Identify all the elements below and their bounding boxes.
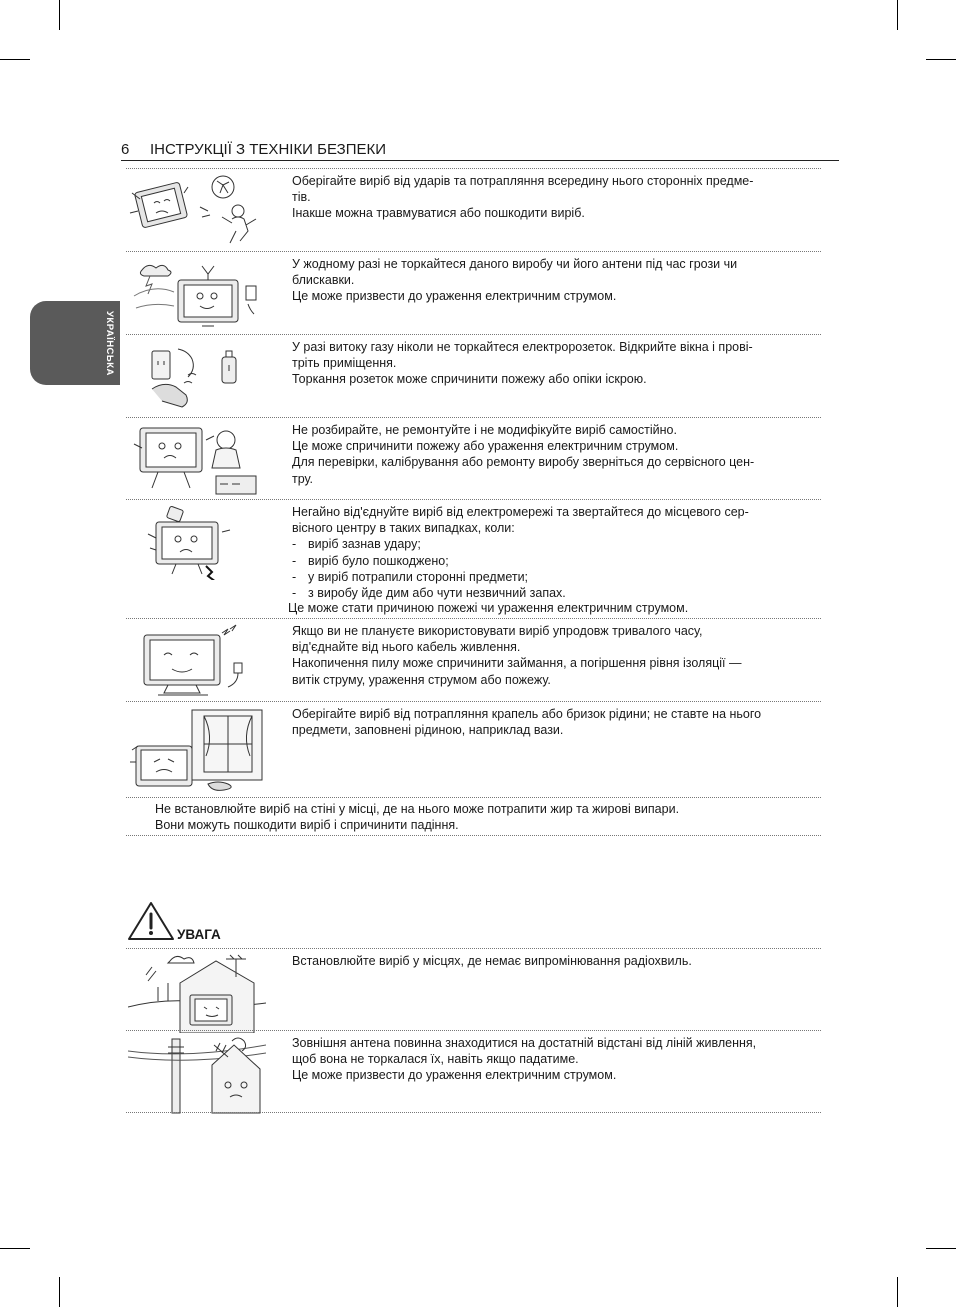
warning-text [292,706,804,738]
text-line: Не розбирайте, не ремонтуйте і не модифікуйте виріб самостійно. [292,423,677,437]
text-line: витік струму, ураження струмом або пожежу. [292,672,551,687]
caution-heading [126,900,326,942]
tv-repair-illustration [128,422,266,498]
text-line: предмети, заповнені рідиною, наприклад вази. [292,723,564,738]
warning-text [292,339,804,388]
warning-text [292,256,804,305]
divider [126,797,821,798]
caution-text [292,953,804,969]
text-line: Вони можуть пошкодити виріб і спричинити падіння. [155,818,459,833]
warning-row-liquid [126,701,821,798]
text-line: Торкання розеток може спричинити пожежу або опіки іскрою. [292,372,647,387]
text-line: Це може спричинити пожежу або ураження електричним струмом. [292,439,679,454]
warning-row-unplug [126,618,821,702]
language-tab-label: УКРАЇНСЬКА [104,310,115,376]
caution-label: УВАГА [177,927,221,942]
warning-row-gas [126,334,821,418]
bullet-text: у виріб потрапили сторонні предмети; [308,569,529,584]
bullet-text: виріб було пошкоджено; [308,553,449,568]
text-line: Це може призвести до ураження електричним струмом. [292,1068,617,1083]
crop-mark [926,59,956,60]
text-line: Оберігайте виріб від ударів та потрапляння всередину нього сторонніх предме- [292,174,754,188]
house-radio-illustration [128,953,266,1033]
warning-row-disconnect [126,499,821,619]
divider [126,835,821,836]
text-line: вісного центру в таких випадках, коли: [292,521,515,536]
tv-ball-illustration [128,173,266,249]
text-line: Оберігайте виріб від потрапляння крапель або бризок рідини; не ставте на нього [292,707,762,721]
caution-row-radio [126,948,821,1031]
text-line: У жодному разі не торкайтеся даного виробу чи його антени під час грози чи [292,257,738,271]
warning-text [292,422,804,487]
warning-triangle-icon [126,900,176,942]
page-header [121,140,839,161]
gas-outlet-illustration [128,339,266,415]
bullet-item: - виріб було пошкоджено; [292,553,449,568]
text-line: від'єднайте від нього кабель живлення. [292,640,521,655]
tv-lightning-illustration [128,256,266,332]
crop-mark [59,1277,60,1307]
bullet-item: - у виріб потрапили сторонні предмети; [292,569,529,584]
section-title: ІНСТРУКЦІЇ З ТЕХНІКИ БЕЗПЕКИ [150,141,387,158]
antenna-powerline-illustration [128,1035,266,1115]
crop-mark [926,1248,956,1249]
text-line: Це може призвести до ураження електричним струмом. [292,289,617,304]
text-line: тріть приміщення. [292,356,397,371]
text-line: блискавки. [292,273,355,288]
text-line: У разі витоку газу ніколи не торкайтеся електророзеток. Відкрийте вікна і прові- [292,340,753,354]
warning-text [292,173,804,222]
warning-row-impact [126,168,821,252]
bullet-text: виріб зазнав удару; [308,537,421,552]
bullet-item: - виріб зазнав удару; [292,537,421,552]
caution-text [292,1035,804,1084]
text-line: тів. [292,190,311,205]
text-line: тру. [292,471,314,486]
text-line: Негайно від'єднуйте виріб від електромережі та звертайтеся до місцевого сер- [292,505,749,519]
bullet-text: з виробу йде дим або чути незвичний запах. [308,586,566,601]
text-line: Не встановлюйте виріб на стіні у місці, де на нього може потрапити жир та жирові випари. [155,802,680,816]
warning-text [292,504,804,601]
text-line: Для перевірки, калібрування або ремонту виробу зверніться до сервісного цен- [292,455,755,470]
tv-liquid-illustration [128,706,266,796]
text-line: Встановлюйте виріб у місцях, де немає випромінювання радіохвиль. [292,954,692,968]
crop-mark [897,0,898,30]
text-line: Інакше можна травмуватися або пошкодити виріб. [292,206,585,221]
crop-mark [0,1248,30,1249]
crop-mark [59,0,60,30]
text-line: щоб вона не торкалася їх, навіть якщо падатиме. [292,1052,579,1067]
tv-damaged-illustration [128,504,266,580]
language-tab [30,301,120,385]
text-line: Якщо ви не плануєте використовувати виріб упродовж тривалого часу, [292,624,703,638]
divider [126,1112,821,1113]
crop-mark [897,1277,898,1307]
warning-row-disassembly [126,417,821,500]
text-line: Зовнішня антена повинна знаходитися на достатній відстані від ліній живлення, [292,1036,757,1050]
text-line: Накопичення пилу може спричинити займання, а погіршення рівня ізоляції — [292,656,742,671]
page-number: 6 [121,141,130,158]
caution-row-antenna [126,1030,821,1113]
bullet-item: - з виробу йде дим або чути незвичний запах. [292,586,566,601]
warning-text [292,623,804,688]
warning-row-lightning [126,251,821,335]
crop-mark [0,59,30,60]
warning-footer: Це може стати причиною пожежі чи ураження електричним струмом. [288,601,689,615]
wall-grease-note [155,801,775,833]
tv-unplug-illustration [128,623,266,699]
